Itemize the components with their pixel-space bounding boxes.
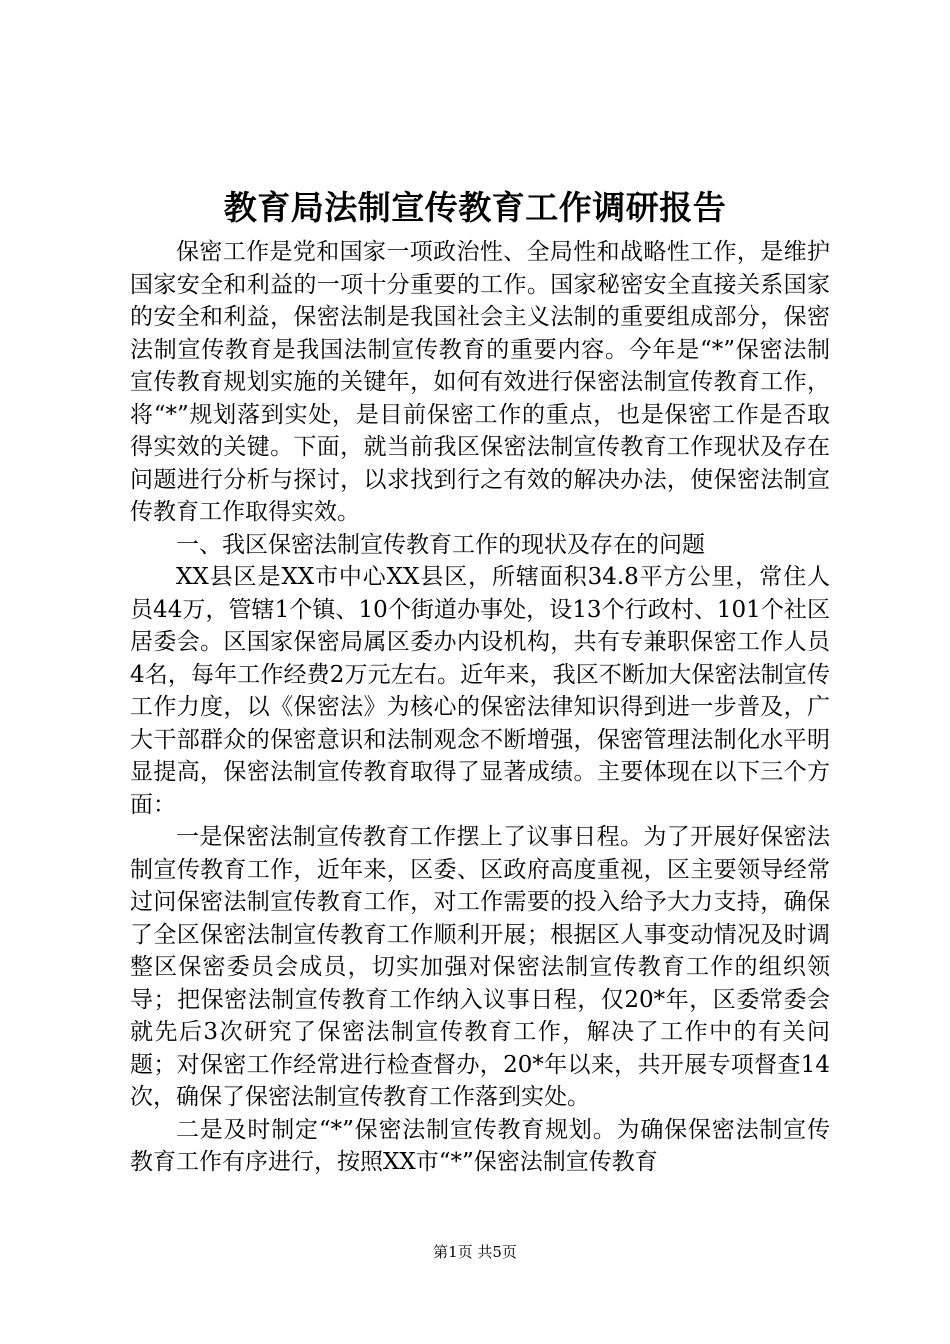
paragraph-point-one: 一是保密法制宣传教育工作摆上了议事日程。为了开展好保密法制宣传教育工作，近年来，区委、区政府高度重视，区主要领导经常过问保密法制宣传教育工作，对工作需要的投入给予大力支持，确保了全区保密法制宣传教育工作顺利开展；根据区人事变动情况及时调整区保密委员会成员，切实加强对保密法制宣传教育工作的组织领导；把保密法制宣传教育工作纳入议事日程，仅20*年，区委常委会就先后3次研究了保密法制宣传教育工作，解决了工作中的有关问题；对保密工作经常进行检查督办，20*年以来，共开展专项督查14次，确保了保密法制宣传教育工作落到实处。 <box>130 824 830 1110</box>
paragraph-intro: 保密工作是党和国家一项政治性、全局性和战略性工作，是维护国家安全和利益的一项十分重要的工作。国家秘密安全直接关系国家的安全和利益，保密法制是我国社会主义法制的重要组成部分，保密法制宣传教育是我国法制宣传教育的重要内容。今年是“*”保密法制宣传教育规划实施的关键年，如何有效进行保密法制宣传教育工作，将“*”规划落到实处，是目前保密工作的重点，也是保密工作是否取得实效的关键。下面，就当前我区保密法制宣传教育工作现状及存在问题进行分析与探讨，以求找到行之有效的解决办法，使保密法制宣传教育工作取得实效。 <box>130 239 830 525</box>
document-body <box>130 236 830 1179</box>
page-footer: 第1页 共5页 <box>433 1243 517 1261</box>
section-heading: 一、我区保密法制宣传教育工作的现状及存在的问题 <box>176 531 705 558</box>
document-title: 教育局法制宣传教育工作调研报告 <box>223 188 727 227</box>
paragraph-overview: XX县区是XX市中心XX县区，所辖面积34.8平方公里，常住人员44万，管辖1个镇、10个街道办事处，设13个行政村、101个社区居委会。区国家保密局属区委办内设机构，共有专兼职保密工作人员4名，每年工作经费2万元左右。近年来，我区不断加大保密法制宣传工作力度，以《保密法》为核心的保密法律知识得到进一步普及，广大干部群众的保密意识和法制观念不断增强，保密管理法制化水平明显提高，保密法制宣传教育取得了显著成绩。主要体现在以下三个方面： <box>130 564 830 818</box>
paragraph-point-two: 二是及时制定“*”保密法制宣传教育规划。为确保保密法制宣传教育工作有序进行，按照XX市“*”保密法制宣传教育 <box>130 1116 830 1175</box>
